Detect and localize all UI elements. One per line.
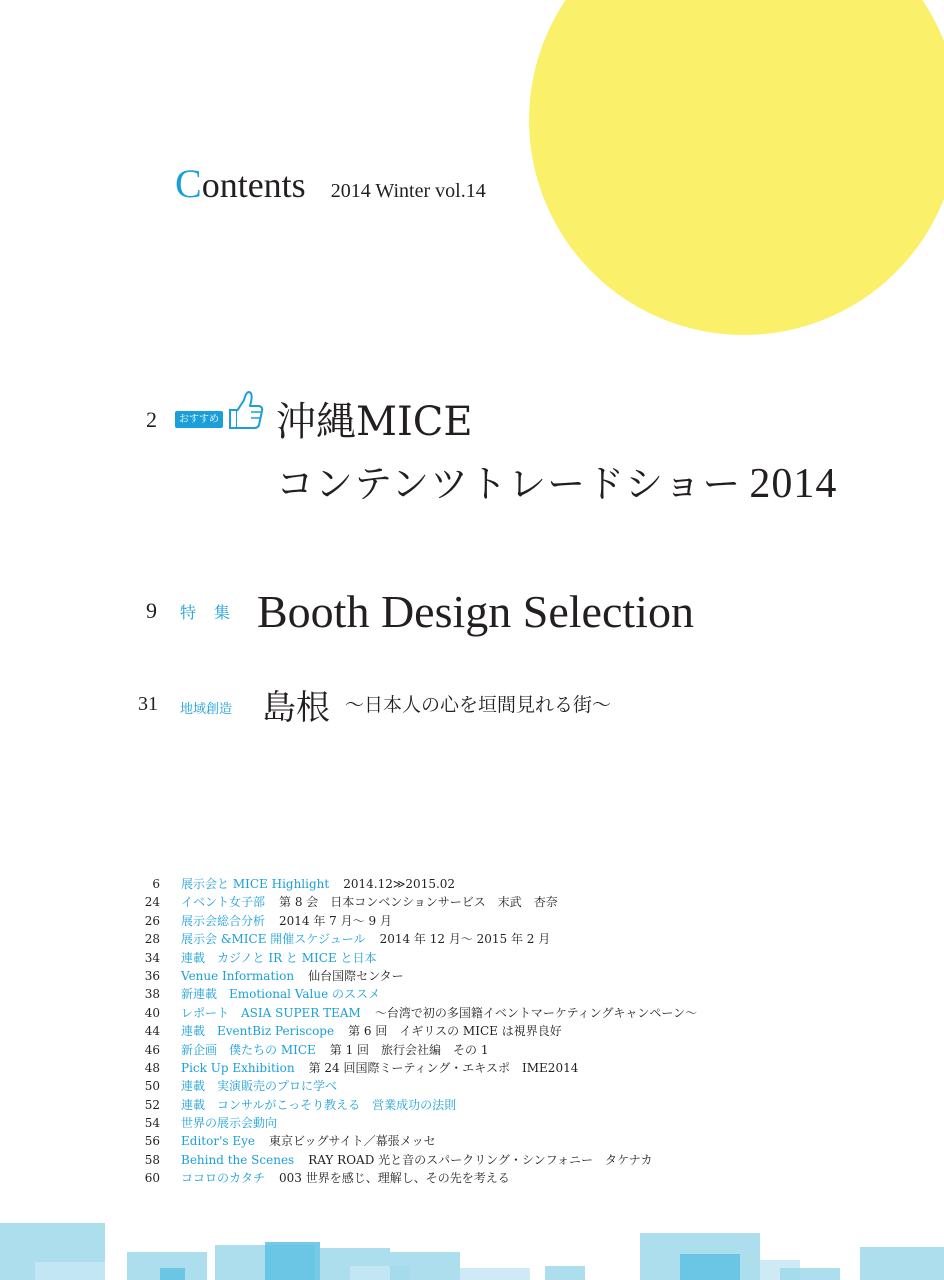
toc-title xyxy=(181,1151,653,1169)
toc-title xyxy=(181,1114,291,1132)
feature-title-year: 2014 xyxy=(749,461,838,507)
toc-row[interactable] xyxy=(140,893,920,911)
toc-sub: 仙台国際センター xyxy=(308,968,404,983)
toc-row[interactable] xyxy=(140,875,920,893)
toc-title xyxy=(181,1096,470,1114)
toc-title-text: Editor's Eye xyxy=(181,1134,255,1149)
toc-sub: 2014 年 12 月〜 2015 年 2 月 xyxy=(379,932,551,947)
toc-title xyxy=(181,1169,510,1187)
feature-page-number: 2 xyxy=(146,407,157,432)
toc-page: 24 xyxy=(144,895,160,910)
toc-sub: 第 1 回 旅行会社編 その 1 xyxy=(329,1042,489,1057)
toc-sub: 2014.12≫2015.02 xyxy=(343,877,456,891)
deco-block xyxy=(780,1268,840,1280)
feature-category: 地域創造 xyxy=(180,702,233,717)
toc-sub: RAY ROAD 光と音のスパークリング・シンフォニー タケナカ xyxy=(308,1152,653,1167)
deco-block xyxy=(35,1262,105,1280)
toc-page: 58 xyxy=(144,1152,160,1167)
toc-row[interactable] xyxy=(140,1022,920,1040)
feature-title-tradeshow-text: コンテンツトレードショー xyxy=(276,462,742,506)
deco-block xyxy=(160,1268,185,1280)
toc-page: 40 xyxy=(144,1005,160,1020)
toc-title xyxy=(181,1077,351,1095)
toc-row[interactable] xyxy=(140,1151,920,1169)
toc-title xyxy=(181,967,404,985)
toc-sub: 〜台湾で初の多国籍イベントマーケティングキャンペーン〜 xyxy=(374,1005,698,1020)
feature-subtitle-shimane: 〜日本人の心を垣間見れる街〜 xyxy=(345,694,612,716)
toc-title xyxy=(181,930,550,948)
toc-page: 6 xyxy=(152,877,160,891)
toc-page: 54 xyxy=(144,1116,160,1131)
toc-title-text: Behind the Scenes xyxy=(181,1152,295,1167)
recommend-badge: おすすめ xyxy=(175,411,223,428)
toc-page: 46 xyxy=(144,1042,160,1057)
toc-title-text: 新企画 僕たちの MICE xyxy=(181,1042,316,1057)
toc-title-text: ココロのカタチ xyxy=(181,1171,266,1186)
deco-block xyxy=(545,1266,585,1280)
deco-block xyxy=(390,1252,460,1280)
toc-title xyxy=(181,912,392,930)
deco-block xyxy=(265,1242,320,1280)
toc-page: 52 xyxy=(144,1097,160,1112)
toc-title xyxy=(181,1022,562,1040)
toc-page: 60 xyxy=(144,1171,160,1186)
feature-title-tradeshow xyxy=(276,453,837,508)
toc-page: 38 xyxy=(144,987,160,1002)
deco-block xyxy=(860,1247,944,1280)
feature-page-number: 31 xyxy=(138,693,158,715)
toc-title xyxy=(181,1132,436,1150)
toc-title-text: Venue Information xyxy=(181,968,295,983)
feature-title-booth: Booth Design Selection xyxy=(257,586,694,637)
toc-title-text: 連載 カジノと IR と MICE と日本 xyxy=(181,950,377,965)
toc-page: 44 xyxy=(144,1024,160,1039)
feature-title-okinawa: 沖縄MICE xyxy=(276,399,473,445)
toc-title-text: 展示会と MICE Highlight xyxy=(181,877,330,891)
table-of-contents xyxy=(140,875,920,1188)
decorative-blue-blocks xyxy=(0,1220,944,1280)
toc-title-text: 世界の展示会動向 xyxy=(181,1116,278,1131)
toc-row[interactable] xyxy=(140,930,920,948)
toc-title xyxy=(181,893,558,911)
toc-row[interactable] xyxy=(140,1132,920,1150)
toc-page: 56 xyxy=(144,1134,160,1149)
toc-page: 34 xyxy=(144,950,160,965)
contents-heading xyxy=(175,160,486,207)
toc-title-text: 展示会 &MICE 開催スケジュール xyxy=(181,932,366,947)
toc-page: 28 xyxy=(144,932,160,947)
toc-title xyxy=(181,985,394,1003)
toc-row[interactable] xyxy=(140,1041,920,1059)
toc-title-text: Pick Up Exhibition xyxy=(181,1060,295,1075)
toc-title xyxy=(181,949,391,967)
toc-title-text: 連載 コンサルがこっそり教える 営業成功の法則 xyxy=(181,1097,457,1112)
toc-row[interactable] xyxy=(140,985,920,1003)
toc-page: 26 xyxy=(144,913,160,928)
toc-title xyxy=(181,1041,489,1059)
toc-page: 36 xyxy=(144,968,160,983)
feature-category: 特 集 xyxy=(180,603,232,622)
toc-title-text: 新連載 Emotional Value のススメ xyxy=(181,987,380,1002)
toc-title xyxy=(181,1004,697,1022)
toc-title-text: 展示会総合分析 xyxy=(181,913,266,928)
feature-title-shimane: 島根 xyxy=(262,688,330,728)
toc-page: 50 xyxy=(144,1079,160,1094)
toc-title-text: 連載 EventBiz Periscope xyxy=(181,1024,335,1039)
deco-block xyxy=(680,1254,740,1280)
issue-label: 2014 Winter vol.14 xyxy=(330,180,486,202)
toc-row[interactable] xyxy=(140,949,920,967)
yellow-sun-circle xyxy=(529,0,944,335)
contents-word: ontents xyxy=(201,165,306,205)
toc-title-text: イベント女子部 xyxy=(181,895,266,910)
toc-sub: 第 24 回国際ミーティング・エキスポ IME2014 xyxy=(308,1060,579,1075)
toc-row[interactable] xyxy=(140,1169,920,1187)
toc-row[interactable] xyxy=(140,967,920,985)
thumbs-up-icon xyxy=(226,388,264,432)
toc-title xyxy=(181,875,455,893)
contents-initial: C xyxy=(175,161,202,206)
feature-page-number: 9 xyxy=(146,598,157,623)
toc-row[interactable] xyxy=(140,1059,920,1077)
toc-row[interactable] xyxy=(140,1114,920,1132)
toc-sub: 第 6 回 イギリスの MICE は視界良好 xyxy=(348,1024,562,1039)
toc-title-text: 連載 実演販売のプロに学べ xyxy=(181,1079,338,1094)
toc-row[interactable] xyxy=(140,912,920,930)
toc-title-text: レポート ASIA SUPER TEAM xyxy=(181,1005,361,1020)
deco-block xyxy=(460,1268,530,1280)
toc-sub: 東京ビッグサイト／幕張メッセ xyxy=(268,1134,436,1149)
toc-page: 48 xyxy=(144,1060,160,1075)
toc-row[interactable] xyxy=(140,1077,920,1095)
toc-sub: 003 世界を感じ、理解し、その先を考える xyxy=(279,1171,510,1186)
toc-sub: 2014 年 7 月〜 9 月 xyxy=(279,913,392,928)
toc-sub: 第 8 会 日本コンベンションサービス 末武 杏奈 xyxy=(279,895,558,910)
toc-row[interactable] xyxy=(140,1096,920,1114)
toc-row[interactable] xyxy=(140,1004,920,1022)
toc-title xyxy=(181,1059,578,1077)
